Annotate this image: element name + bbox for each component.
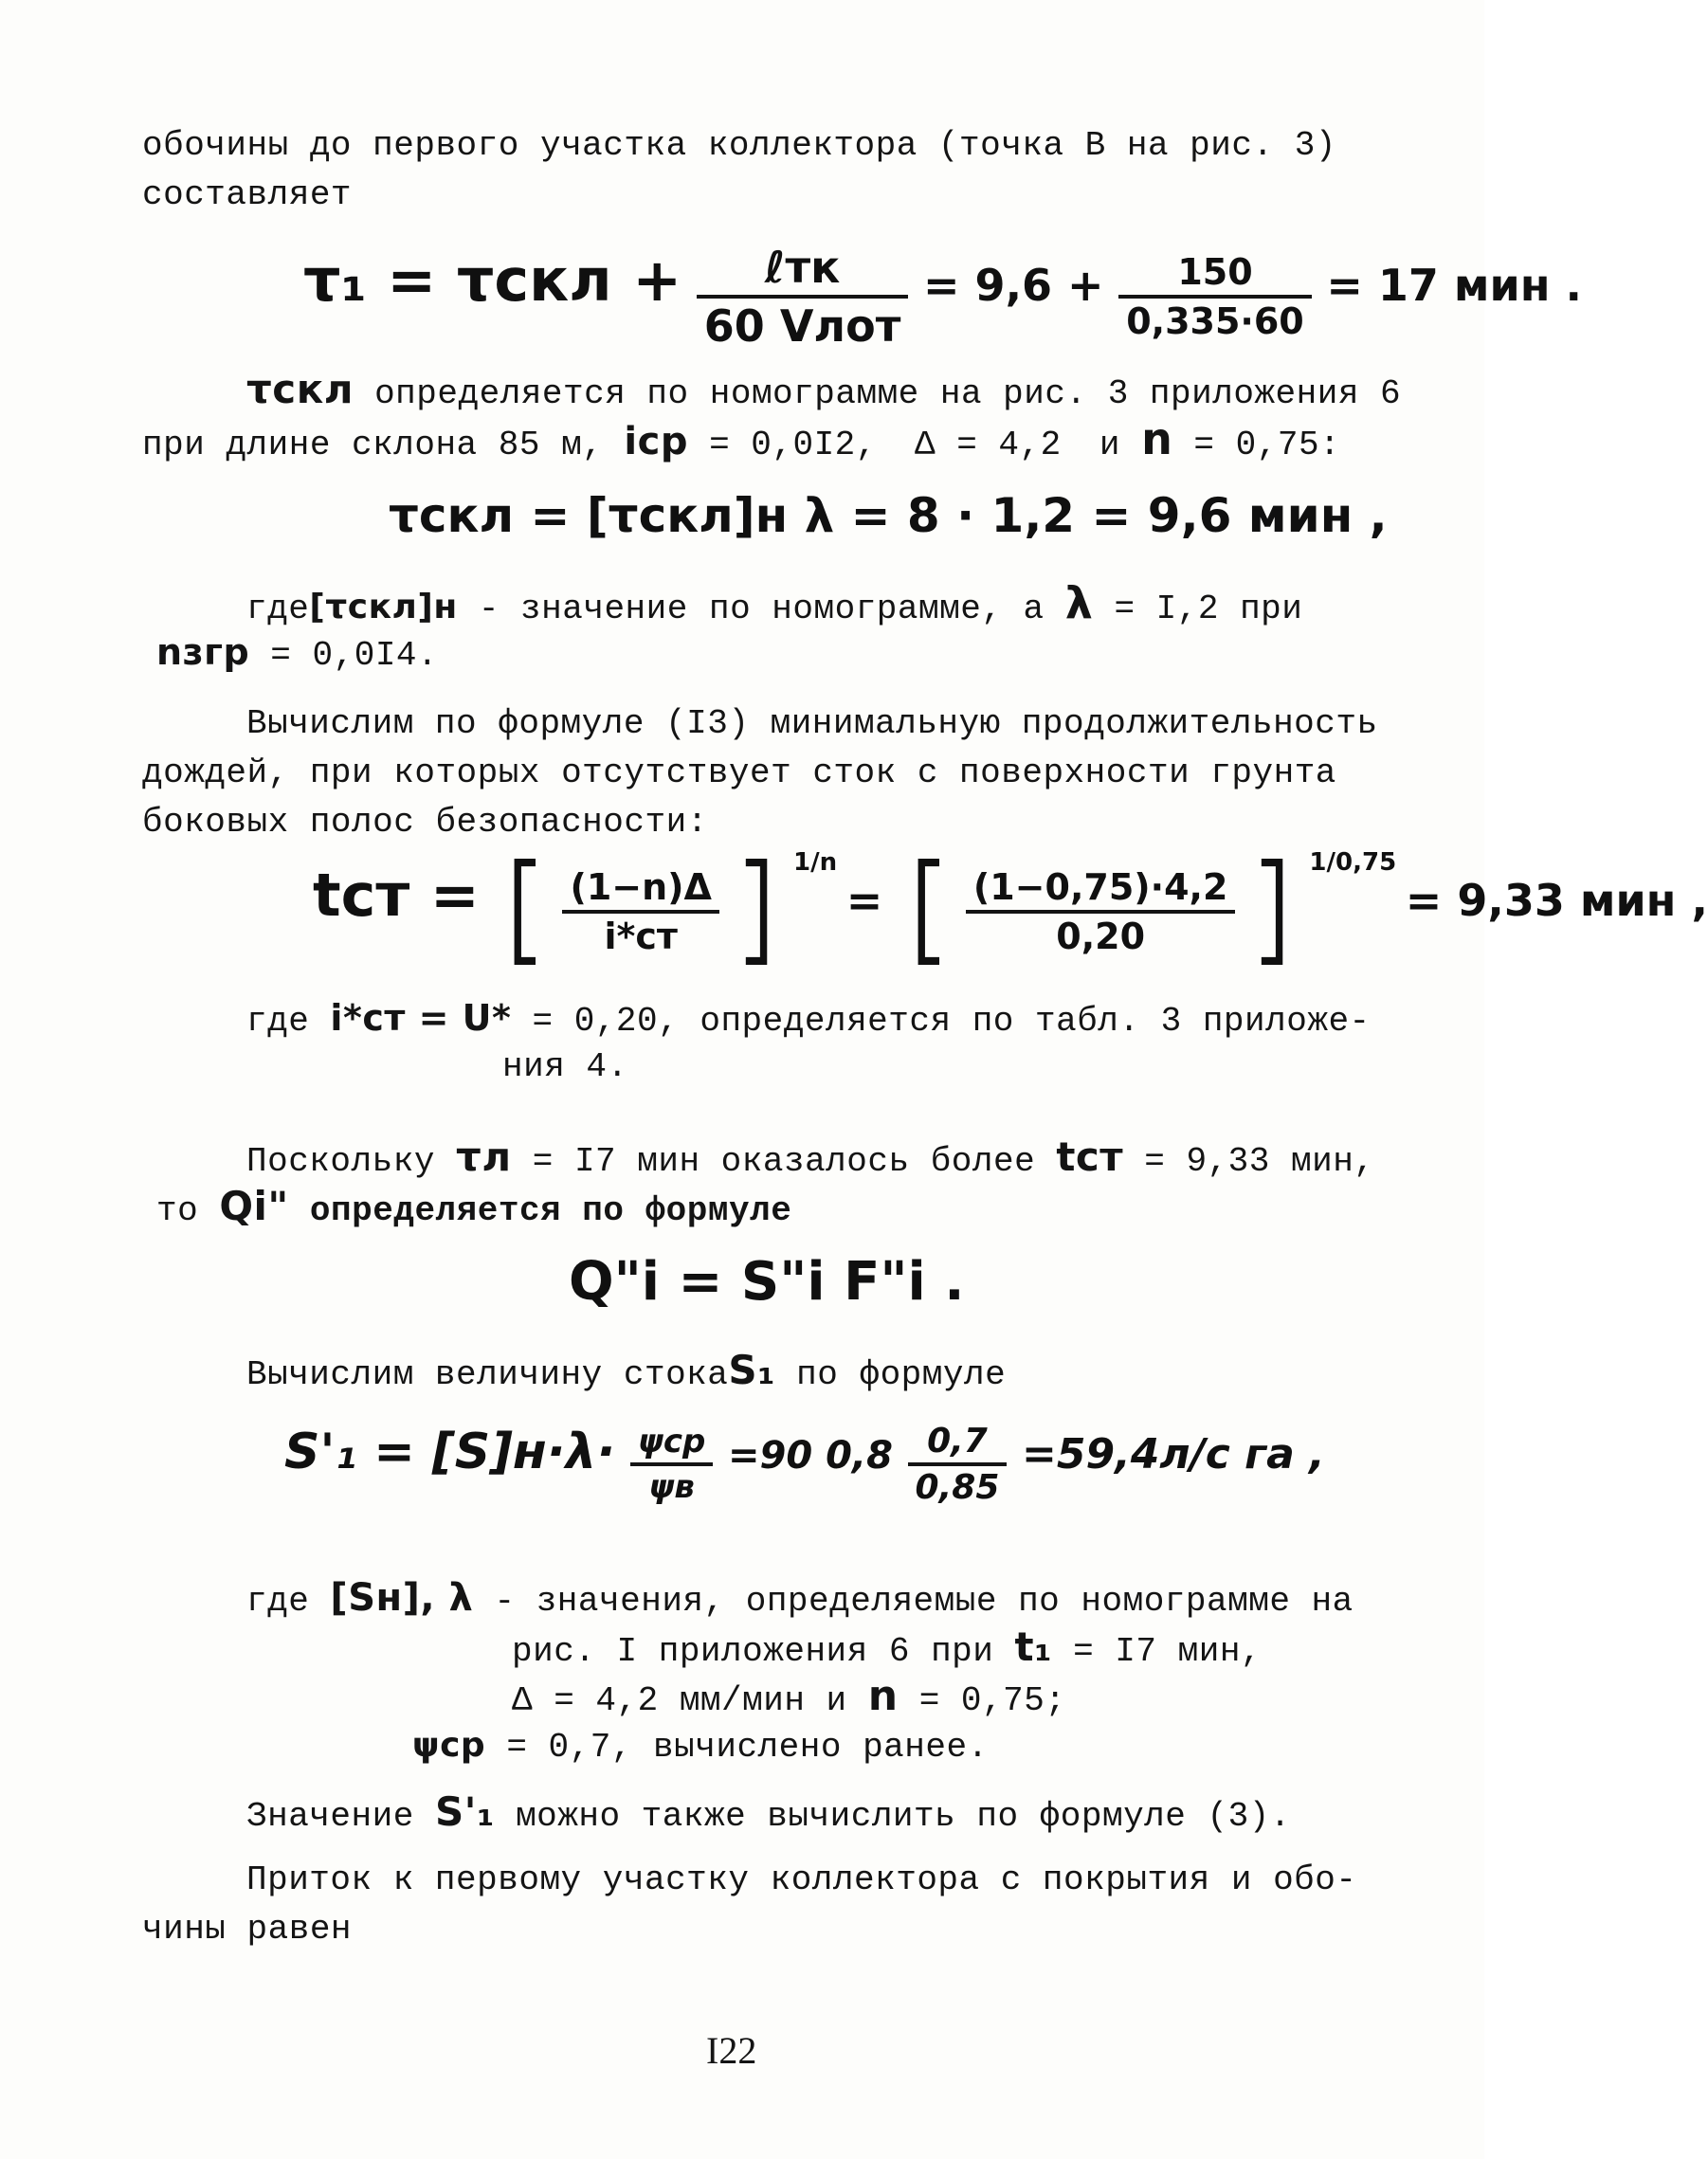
symbol-lambda: λ	[1064, 577, 1094, 628]
text-span: рис. I приложения 6 при	[512, 1632, 994, 1671]
symbol-psi-cp: ψср	[412, 1726, 486, 1765]
text-span: = 0,20, определяется по табл. 3 приложе-	[532, 1002, 1371, 1041]
paragraph-line: боковых полос безопасности:	[142, 803, 708, 842]
symbol-s1: S₁	[728, 1347, 776, 1393]
text-span: = 0,0I2,	[709, 426, 877, 464]
paragraph-line	[142, 414, 1340, 470]
fraction-numerator: (1−n)Δ	[562, 866, 718, 914]
text-span: можно также вычислить по формуле (3).	[516, 1797, 1291, 1836]
formula-eq: =	[845, 875, 883, 926]
paragraph-line	[246, 1133, 1374, 1187]
fraction-denominator: 0,335·60	[1126, 300, 1304, 342]
paragraph-line: Приток к первому участку коллектора с покрытия и обо-	[246, 1860, 1357, 1899]
formula-lhs: τ₁ = τскл +	[303, 245, 682, 316]
fraction	[1118, 251, 1312, 342]
exponent: 1/n	[792, 848, 838, 877]
exponent: 1/0,75	[1309, 848, 1397, 877]
text-span: определяется по формуле	[309, 1191, 792, 1230]
symbol-tau-l: τл	[456, 1134, 512, 1180]
text-span: определяется по номограмме на рис. 3 приложения 6	[374, 374, 1402, 413]
paragraph-line: обочины до первого участка коллектора (точка В на рис. 3)	[142, 126, 1336, 165]
text-span: по формуле	[796, 1355, 1007, 1394]
text-span: = 0,0I4.	[270, 636, 439, 675]
formula-rhs: = 9,33 мин ,	[1405, 875, 1708, 926]
text-span: где	[246, 1582, 310, 1621]
fraction-denominator: ψв	[648, 1468, 695, 1506]
text-span: Δ = 4,2	[915, 426, 1062, 464]
text-span: где	[246, 590, 310, 628]
text-span: то	[156, 1191, 199, 1230]
fraction	[697, 242, 909, 352]
symbol-tau-skl: τскл	[246, 366, 354, 412]
text-span: где	[246, 1002, 310, 1041]
paragraph-line	[246, 993, 1371, 1046]
fraction-numerator: 150	[1118, 251, 1312, 299]
formula-s1	[284, 1422, 1325, 1545]
formula-tau-skl: τскл = [τскл]н λ = 8 · 1,2 = 9,6 мин ,	[389, 488, 1388, 543]
fraction-numerator: (1−0,75)·4,2	[966, 866, 1236, 914]
paragraph-line: дождей, при которых отсутствует сток с поверхности грунта	[142, 753, 1336, 792]
paragraph-line: ния 4.	[502, 1047, 628, 1086]
text-span: Δ = 4,2 мм/мин и	[512, 1681, 847, 1720]
text-span: = 9,33 мин,	[1144, 1142, 1375, 1181]
text-span: = I,2 при	[1114, 590, 1303, 628]
right-bracket: ]	[735, 846, 784, 976]
formula-mid: = 9,6 +	[923, 260, 1104, 312]
fraction	[966, 866, 1236, 957]
formula-rhs: = 17 мин .	[1326, 260, 1583, 312]
formula-tau1	[303, 242, 1583, 352]
paragraph-line: чины равен	[142, 1910, 353, 1949]
symbol-i-cp: iср	[624, 420, 688, 463]
symbol-t1: t₁	[1014, 1624, 1052, 1670]
paragraph-line: Вычислим по формуле (I3) минимальную продолжительность	[246, 704, 1378, 743]
text-span: при длине склона 85 м,	[142, 426, 604, 464]
fraction-numerator: ψср	[630, 1423, 714, 1466]
fraction-denominator: 0,20	[1056, 915, 1146, 957]
symbol-tau-skl-n: [τскл]н	[309, 588, 458, 626]
fraction-numerator: ℓтк	[697, 242, 909, 299]
fraction	[908, 1422, 1008, 1507]
text-span: = 0,75;	[918, 1681, 1066, 1720]
formula-q-i: Q"i = S"i F"i .	[569, 1251, 965, 1313]
fraction-denominator: i*ст	[604, 915, 678, 957]
text-span: = I7 мин оказалось более	[532, 1142, 1036, 1181]
paragraph-line: составляет	[142, 175, 353, 214]
text-span: Поскольку	[246, 1142, 435, 1181]
symbol-n: n	[1141, 413, 1173, 464]
formula-rhs: =59,4л/с га ,	[1021, 1430, 1325, 1479]
right-bracket: ]	[1251, 846, 1299, 976]
formula-mid: =90 0,8	[727, 1434, 893, 1479]
paragraph-line	[156, 1182, 791, 1236]
symbol-n: n	[867, 1672, 899, 1720]
text-span: - значение по номограмме, а	[478, 590, 1045, 628]
paragraph-line	[246, 1787, 1291, 1842]
symbol-q-i: Qi"	[219, 1183, 289, 1229]
fraction-denominator: 60 Vлот	[703, 300, 901, 352]
paragraph-line	[156, 627, 438, 680]
formula-lhs: S'₁ = [S]н·λ·	[284, 1424, 616, 1481]
paragraph-line	[412, 1721, 989, 1772]
left-bracket: [	[901, 846, 951, 976]
paragraph-line	[246, 578, 1302, 634]
paragraph-line	[246, 365, 1401, 419]
symbol-t-ct: tст	[1056, 1134, 1124, 1180]
fraction-numerator: 0,7	[908, 1422, 1008, 1466]
text-span: и	[1099, 426, 1120, 464]
text-span: Вычислим величину стока	[246, 1355, 729, 1394]
paragraph-line	[246, 1573, 1354, 1626]
paragraph-line	[512, 1623, 1262, 1677]
text-span: = 0,7, вычислено ранее.	[506, 1728, 989, 1767]
text-span: = 0,75:	[1193, 426, 1341, 464]
left-bracket: [	[499, 846, 547, 976]
formula-t-ct	[313, 848, 1708, 981]
fraction-denominator: 0,85	[915, 1468, 1000, 1507]
formula-lhs: tст =	[313, 861, 480, 930]
text-span: Значение	[246, 1797, 414, 1836]
text-span: = I7 мин,	[1073, 1632, 1263, 1671]
symbol-n-zgr: nзгр	[156, 631, 250, 673]
fraction	[562, 866, 718, 957]
text-span: - значения, определяемые по номограмме на	[494, 1582, 1354, 1621]
symbol-s1-prime: S'₁	[434, 1788, 495, 1835]
symbol-i-ct: i*ст = U*	[330, 997, 512, 1039]
paragraph-line	[246, 1346, 1006, 1400]
paragraph-line	[512, 1672, 1065, 1726]
fraction	[630, 1423, 714, 1506]
page-number: I22	[706, 2029, 757, 2072]
symbol-s-n-lambda: [Sн], λ	[330, 1576, 474, 1620]
